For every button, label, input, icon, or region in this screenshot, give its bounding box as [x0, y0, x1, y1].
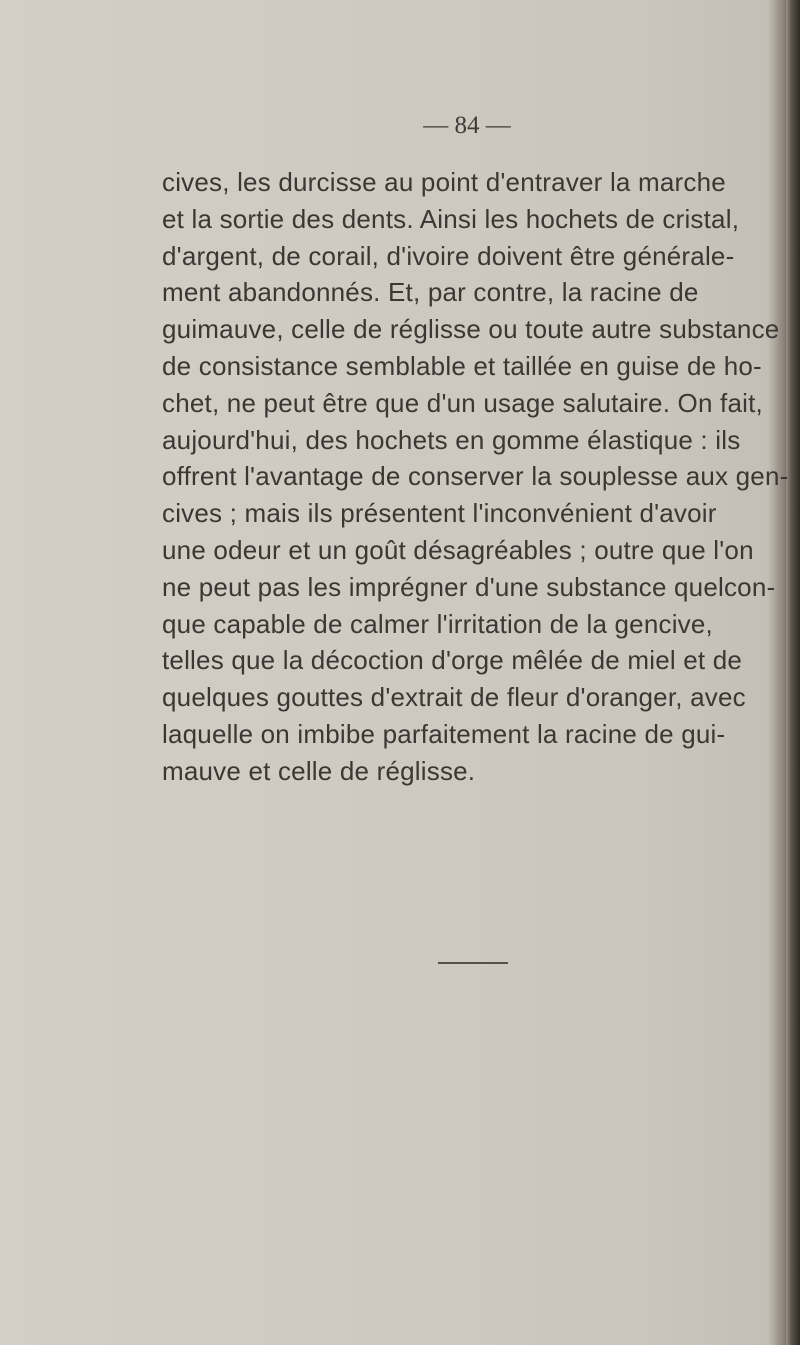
- text-line: cives, les durcisse au point d'entraver la marche: [162, 167, 726, 197]
- body-text: [162, 164, 792, 790]
- text-line: que capable de calmer l'irritation de la gencive,: [162, 608, 713, 639]
- text-line: offrent l'avantage de conserver la souplesse aux gen-: [162, 461, 789, 492]
- text-line: d'argent, de corail, d'ivoire doivent être générale-: [162, 240, 735, 271]
- text-line: ne peut pas les imprégner d'une substance quelcon-: [162, 571, 776, 602]
- text-line: quelques gouttes d'extrait de fleur d'oranger, avec: [162, 682, 746, 713]
- text-line: une odeur et un goût désagréables ; outre que l'on: [162, 534, 754, 565]
- text-line: de consistance semblable et taillée en guise de ho-: [162, 350, 762, 381]
- text-line: telles que la décoction d'orge mêlée de miel et de: [162, 645, 743, 676]
- text-line: chet, ne peut être que d'un usage salutaire. On fait,: [162, 387, 763, 418]
- text-line: et la sortie des dents. Ainsi les hochets de cristal,: [162, 203, 740, 234]
- text-line: guimauve, celle de réglisse ou toute autre substance: [162, 314, 780, 345]
- text-line: ment abandonnés. Et, par contre, la racine de: [162, 277, 699, 308]
- page-number: — 84 —: [423, 112, 511, 139]
- text-line: aujourd'hui, des hochets en gomme élastique : ils: [162, 424, 741, 455]
- section-divider: [438, 962, 508, 964]
- text-line: mauve et celle de réglisse.: [162, 755, 476, 786]
- text-line: laquelle on imbibe parfaitement la racine de gui-: [162, 718, 726, 749]
- text-line: cives ; mais ils présentent l'inconvénient d'avoir: [162, 498, 717, 529]
